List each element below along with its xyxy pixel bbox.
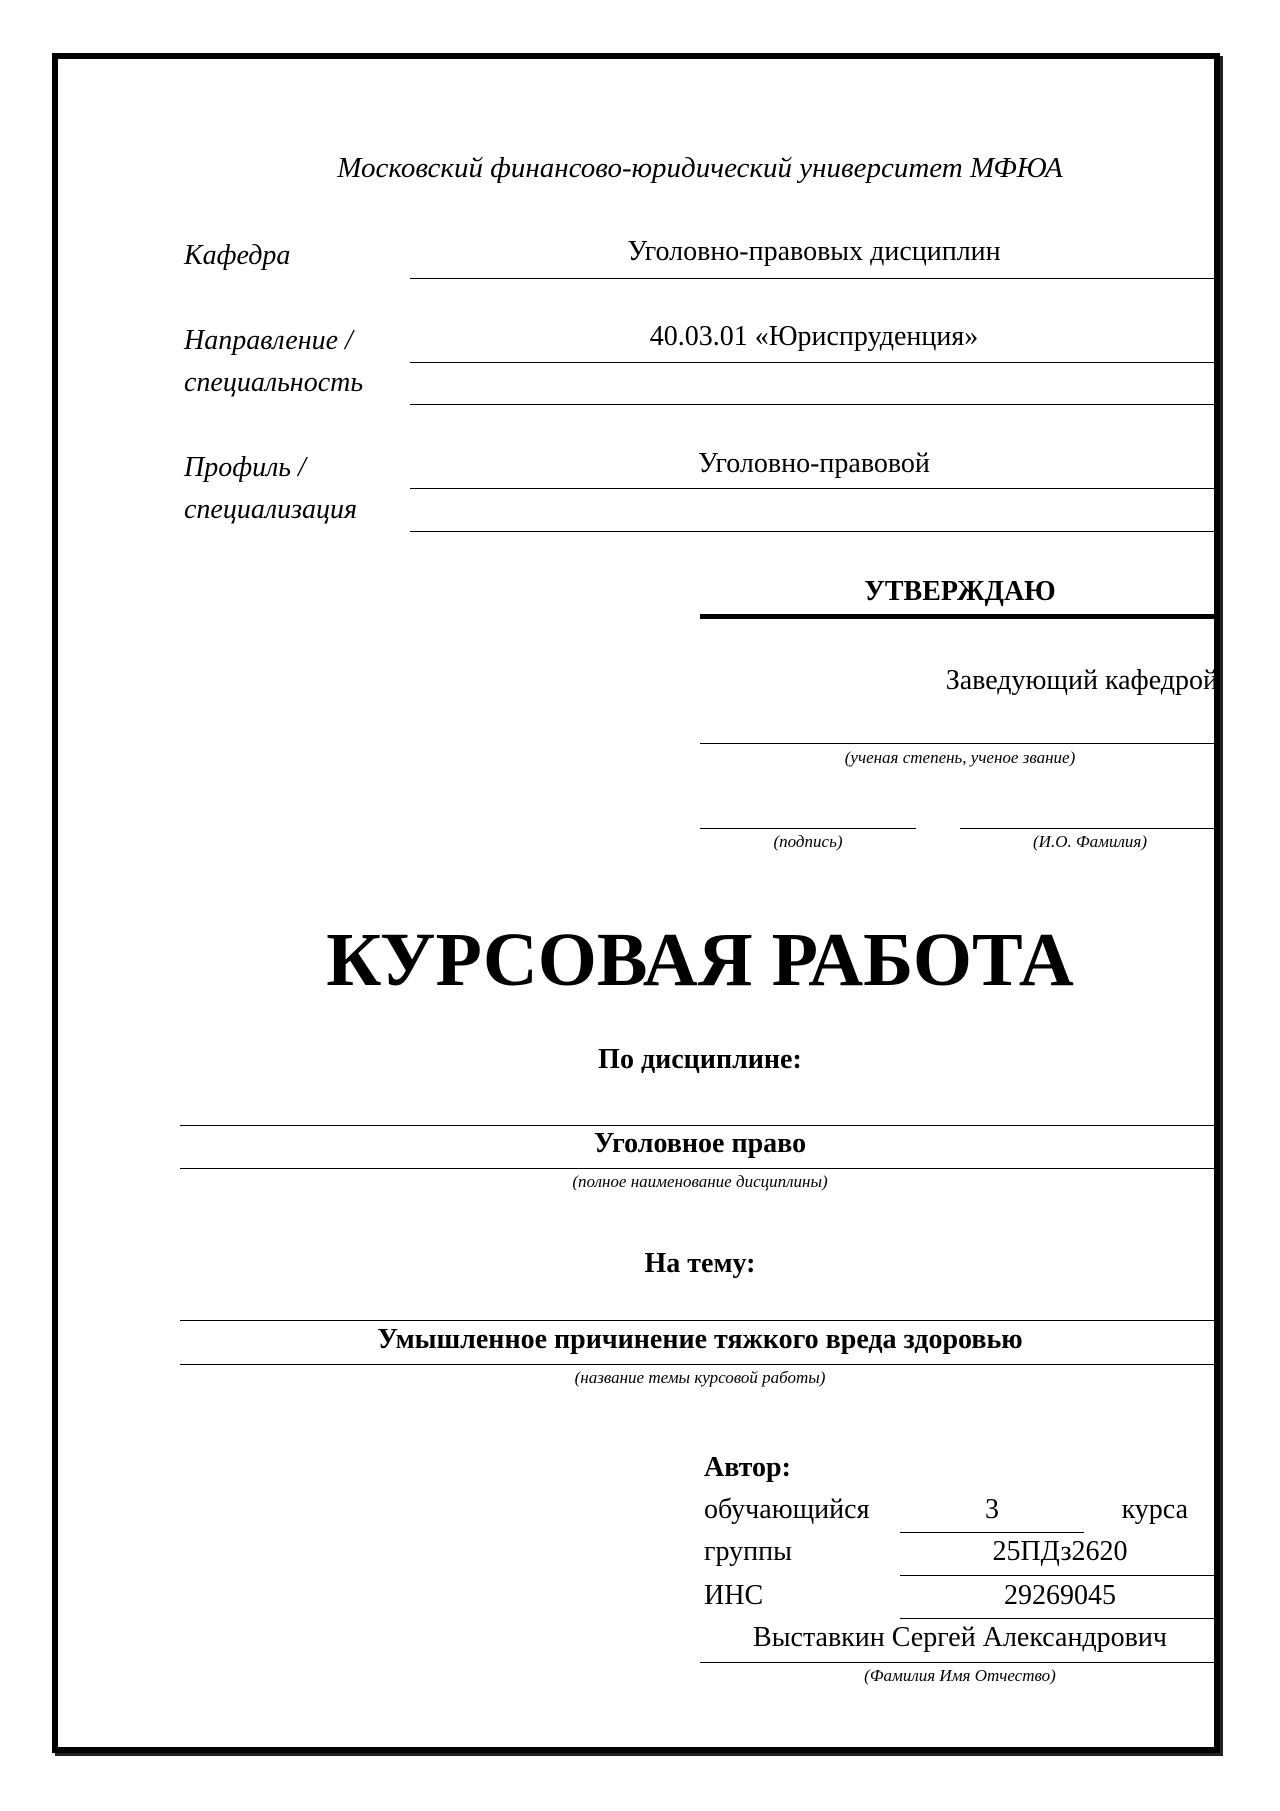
name-caption: (И.О. Фамилия): [1033, 832, 1147, 851]
direction-label-line2: специальность: [184, 367, 364, 398]
topic-value: Умышленное причинение тяжкого вреда здоровью: [377, 1324, 1023, 1355]
direction-underline-1: [410, 362, 1218, 363]
author-name-caption: (Фамилия Имя Отчество): [864, 1666, 1056, 1685]
profile-value: Уголовно-правовой: [698, 448, 930, 479]
discipline-caption: (полное наименование дисциплины): [572, 1172, 828, 1191]
topic-underline: [180, 1364, 1220, 1365]
topic-top-rule: [180, 1320, 1220, 1321]
group-label: группы: [704, 1536, 792, 1567]
ins-label: ИНС: [704, 1580, 764, 1611]
approval-heading: УТВЕРЖДАЮ: [864, 576, 1056, 607]
group-value: 25ПДз2620: [992, 1536, 1128, 1567]
direction-underline-2: [410, 404, 1218, 405]
discipline-label: По дисциплине:: [598, 1044, 802, 1075]
signature-underline: [700, 828, 916, 829]
direction-value: 40.03.01 «Юриспруденция»: [649, 321, 979, 352]
course-label: курса: [1121, 1494, 1188, 1525]
profile-underline-2: [410, 531, 1218, 532]
degree-caption: (ученая степень, ученое звание): [844, 748, 1076, 767]
university-name: Московский финансово-юридический университет МФЮА: [337, 152, 1063, 184]
document-title: КУРСОВАЯ РАБОТА: [326, 918, 1074, 1002]
name-underline: [960, 828, 1220, 829]
topic-caption: (название темы курсовой работы): [574, 1368, 826, 1387]
signature-caption: (подпись): [773, 832, 843, 851]
ins-underline: [900, 1618, 1220, 1619]
author-full-name: Выставкин Сергей Александрович: [753, 1622, 1167, 1653]
approval-position: Заведующий кафедрой: [945, 665, 1218, 696]
discipline-underline: [180, 1168, 1220, 1169]
group-underline: [900, 1575, 1220, 1576]
discipline-top-rule: [180, 1125, 1220, 1126]
degree-underline: [700, 743, 1220, 744]
profile-label-line1: Профиль /: [184, 452, 306, 483]
profile-underline-1: [410, 488, 1218, 489]
topic-label: На тему:: [644, 1248, 756, 1279]
direction-label-line1: Направление /: [184, 325, 353, 356]
student-label: обучающийся: [704, 1494, 870, 1525]
author-name-underline: [700, 1662, 1220, 1663]
ins-value: 29269045: [1004, 1580, 1116, 1611]
approval-rule: [700, 614, 1220, 619]
department-underline: [410, 278, 1218, 279]
course-underline: [900, 1532, 1084, 1533]
profile-label-line2: специализация: [184, 494, 358, 525]
department-label: Кафедра: [184, 240, 291, 271]
discipline-value: Уголовное право: [593, 1128, 807, 1159]
department-value: Уголовно-правовых дисциплин: [627, 236, 1001, 267]
author-label: Автор:: [704, 1452, 791, 1483]
course-value: 3: [985, 1494, 999, 1525]
